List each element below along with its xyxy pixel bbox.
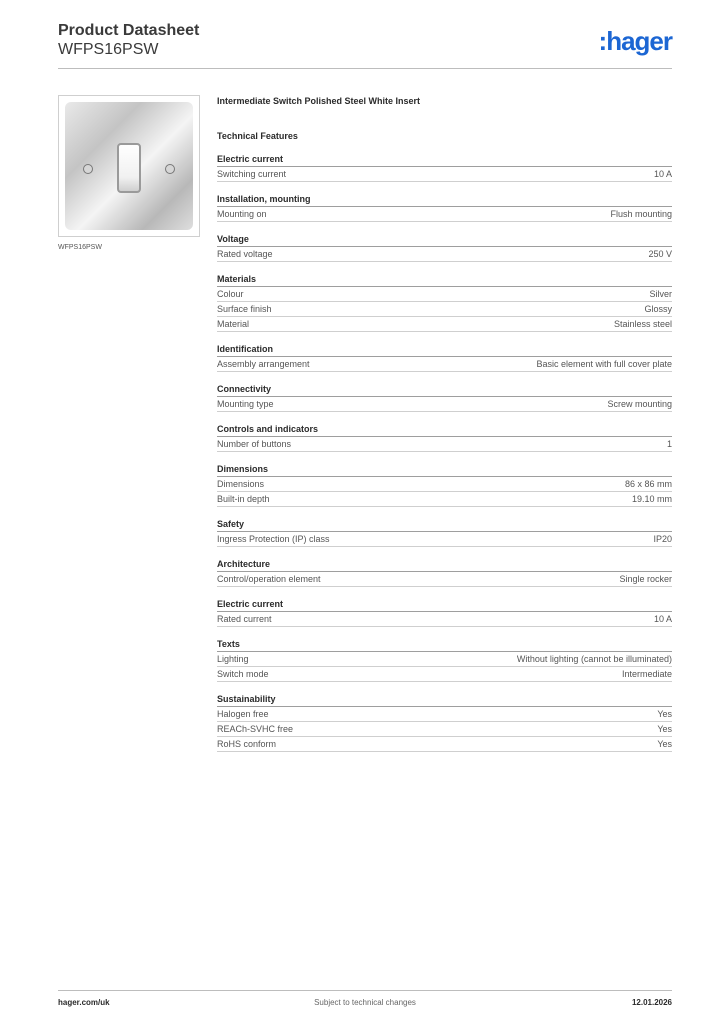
spec-group — [217, 598, 672, 627]
spec-row — [217, 612, 672, 627]
spec-value: 1 — [666, 439, 672, 449]
spec-row — [217, 317, 672, 332]
spec-label: Control/operation element — [217, 574, 321, 584]
spec-value: Basic element with full cover plate — [536, 359, 672, 369]
logo-text: hager — [606, 26, 672, 56]
spec-row — [217, 207, 672, 222]
spec-value: 10 A — [653, 614, 672, 624]
spec-row — [217, 532, 672, 547]
product-code: WFPS16PSW — [58, 41, 159, 58]
product-title: Intermediate Switch Polished Steel White Insert — [217, 96, 421, 106]
spec-value: 19.10 mm — [631, 494, 672, 504]
spec-value: 86 x 86 mm — [624, 479, 672, 489]
spec-label: Lighting — [217, 654, 249, 664]
spec-label: Number of buttons — [217, 439, 292, 449]
spec-row — [217, 477, 672, 492]
spec-group — [217, 558, 672, 587]
spec-group — [217, 273, 672, 332]
spec-label: Material — [217, 319, 250, 329]
spec-row — [217, 737, 672, 752]
spec-value: Yes — [657, 739, 672, 749]
image-caption: WFPS16PSW — [58, 244, 102, 251]
spec-group — [217, 153, 672, 182]
spec-value: IP20 — [653, 534, 672, 544]
spec-row — [217, 167, 672, 182]
spec-label: Built-in depth — [217, 494, 270, 504]
spec-group — [217, 423, 672, 452]
spec-group-heading: Installation, mounting — [217, 193, 672, 207]
spec-groups — [217, 153, 672, 752]
spec-group-heading: Dimensions — [217, 463, 672, 477]
spec-group — [217, 693, 672, 752]
spec-group — [217, 463, 672, 507]
screw-left-icon — [83, 164, 93, 174]
spec-label: Colour — [217, 289, 244, 299]
spec-group — [217, 518, 672, 547]
spec-value: Intermediate — [621, 669, 672, 679]
spec-value: Yes — [657, 709, 672, 719]
spec-row — [217, 492, 672, 507]
spec-label: Rated current — [217, 614, 272, 624]
spec-label: RoHS conform — [217, 739, 277, 749]
page-header — [58, 21, 199, 59]
page-title: Product Datasheet — [58, 22, 200, 39]
spec-group-heading: Electric current — [217, 153, 672, 167]
spec-value: Screw mounting — [607, 399, 672, 409]
spec-group-heading: Connectivity — [217, 383, 672, 397]
spec-value: 10 A — [653, 169, 672, 179]
spec-group-heading: Safety — [217, 518, 672, 532]
footer-website: hager.com/uk — [58, 998, 110, 1007]
product-image — [58, 95, 200, 237]
spec-group-heading: Materials — [217, 273, 672, 287]
spec-value: Yes — [657, 724, 672, 734]
spec-label: REACh-SVHC free — [217, 724, 294, 734]
page-footer — [58, 998, 672, 1010]
spec-label: Dimensions — [217, 479, 265, 489]
spec-label: Rated voltage — [217, 249, 273, 259]
spec-value: 250 V — [648, 249, 672, 259]
spec-group — [217, 233, 672, 262]
spec-label: Assembly arrangement — [217, 359, 310, 369]
footer-date: 12.01.2026 — [631, 998, 672, 1007]
section-title: Technical Features — [217, 131, 298, 141]
spec-label: Ingress Protection (IP) class — [217, 534, 330, 544]
spec-row — [217, 667, 672, 682]
logo-colon-icon: : — [598, 26, 607, 56]
spec-row — [217, 302, 672, 317]
hager-logo — [599, 26, 672, 56]
spec-group-heading: Controls and indicators — [217, 423, 672, 437]
spec-group-heading: Texts — [217, 638, 672, 652]
spec-row — [217, 247, 672, 262]
spec-value: Silver — [649, 289, 672, 299]
spec-group — [217, 193, 672, 222]
spec-group-heading: Architecture — [217, 558, 672, 572]
footer-divider — [58, 990, 672, 991]
spec-label: Surface finish — [217, 304, 272, 314]
spec-value: Without lighting (cannot be illuminated) — [516, 654, 672, 664]
spec-group-heading: Identification — [217, 343, 672, 357]
spec-group — [217, 383, 672, 412]
spec-group-heading: Sustainability — [217, 693, 672, 707]
spec-row — [217, 572, 672, 587]
spec-group — [217, 638, 672, 682]
spec-row — [217, 707, 672, 722]
spec-group-heading: Voltage — [217, 233, 672, 247]
rocker-switch-icon — [117, 143, 141, 193]
screw-right-icon — [165, 164, 175, 174]
spec-row — [217, 397, 672, 412]
spec-group-heading: Electric current — [217, 598, 672, 612]
spec-label: Mounting type — [217, 399, 274, 409]
spec-value: Glossy — [644, 304, 672, 314]
spec-label: Halogen free — [217, 709, 269, 719]
spec-label: Mounting on — [217, 209, 267, 219]
spec-value: Single rocker — [619, 574, 672, 584]
switch-plate-image — [65, 102, 193, 230]
spec-content — [217, 95, 672, 752]
spec-row — [217, 357, 672, 372]
spec-row — [217, 652, 672, 667]
spec-row — [217, 287, 672, 302]
spec-row — [217, 437, 672, 452]
footer-disclaimer: Subject to technical changes — [314, 998, 416, 1007]
spec-group — [217, 343, 672, 372]
spec-value: Stainless steel — [613, 319, 672, 329]
spec-label: Switching current — [217, 169, 287, 179]
spec-label: Switch mode — [217, 669, 269, 679]
spec-row — [217, 722, 672, 737]
spec-value: Flush mounting — [610, 209, 672, 219]
header-divider — [58, 68, 672, 69]
